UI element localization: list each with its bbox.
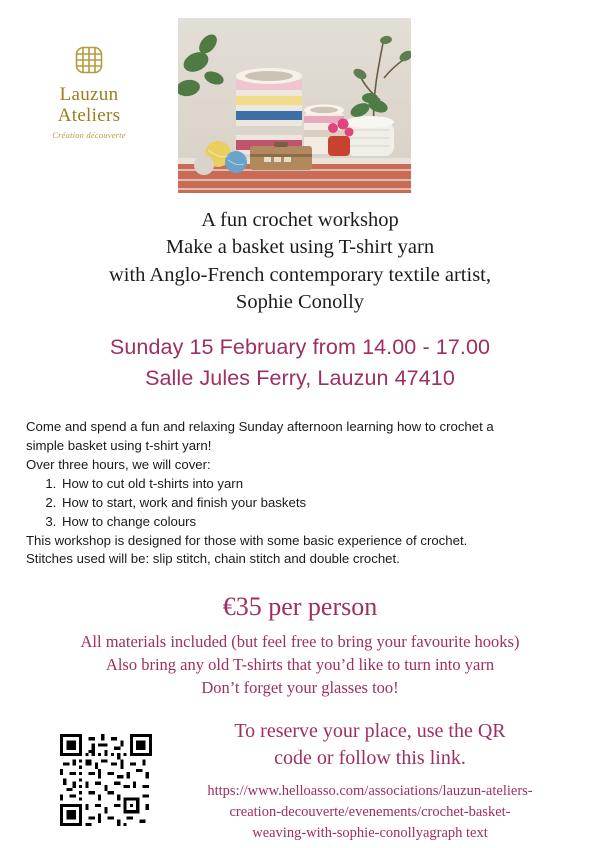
reserve-heading: [158, 718, 582, 773]
brand-logo: [0, 18, 178, 140]
reservation-block: [0, 718, 600, 844]
title-line-4: Sophie Conolly: [235, 290, 365, 313]
description-block: [26, 418, 574, 569]
workshop-steps: [26, 475, 574, 532]
list-item: 2. How to start, work and finish your baskets: [60, 494, 574, 513]
brand-name: Lauzun Ateliers: [57, 84, 121, 127]
intro-line-1: Come and spend a fun and relaxing Sunday afternoon learning how to crochet a: [26, 419, 494, 435]
title-line-3: with Anglo-French contemporary textile artist,: [108, 263, 491, 286]
booking-link-line-1: https://www.helloasso.com/associations/lauzun-ateliers-: [207, 782, 533, 799]
poster-header: [0, 0, 600, 193]
booking-link[interactable]: [158, 781, 582, 844]
event-date: Sunday 15 February from 14.00 - 17.00: [109, 335, 491, 359]
brand-tagline: Création découverte: [52, 129, 126, 140]
title-line-2: Make a basket using T-shirt yarn: [165, 236, 435, 259]
reserve-heading-line-1: To reserve your place, use the QR: [234, 719, 506, 742]
qr-code[interactable]: [60, 734, 152, 826]
price-note-3: Don’t forget your glasses too!: [201, 678, 399, 698]
price-note-2: Also bring any old T-shirts that you’d like to turn into yarn: [105, 654, 495, 674]
outro-line-2: Stitches used will be: slip stitch, chain stitch and double crochet.: [26, 551, 400, 567]
intro-line-2: simple basket using t-shirt yarn!: [26, 438, 212, 454]
price-block: [0, 591, 600, 699]
title-line-1: A fun crochet workshop: [201, 209, 399, 231]
cover-lead: Over three hours, we will cover:: [26, 457, 211, 473]
booking-link-line-2: creation-decouverte/evenements/crochet-basket-: [229, 804, 511, 820]
lauzun-ateliers-knot-logo: [69, 40, 109, 80]
price-note-1: All materials included (but feel free to bring your favourite hooks): [80, 631, 520, 651]
list-item: 1. How to cut old t-shirts into yarn: [60, 475, 574, 494]
outro-line-1: This workshop is designed for those with some basic experience of crochet.: [26, 532, 468, 548]
crochet-baskets-photo: [178, 18, 411, 193]
booking-link-line-3: weaving-with-sophie-conollyagraph text: [252, 825, 488, 842]
reserve-heading-line-2: code or follow this link.: [274, 747, 466, 770]
price-amount: €35 per person: [222, 592, 378, 622]
event-venue: Salle Jules Ferry, Lauzun 47410: [145, 366, 455, 391]
poster-title: [0, 207, 600, 316]
reservation-text: [152, 718, 582, 844]
price-notes: [0, 630, 600, 700]
list-item: 3. How to change colours: [60, 513, 574, 532]
